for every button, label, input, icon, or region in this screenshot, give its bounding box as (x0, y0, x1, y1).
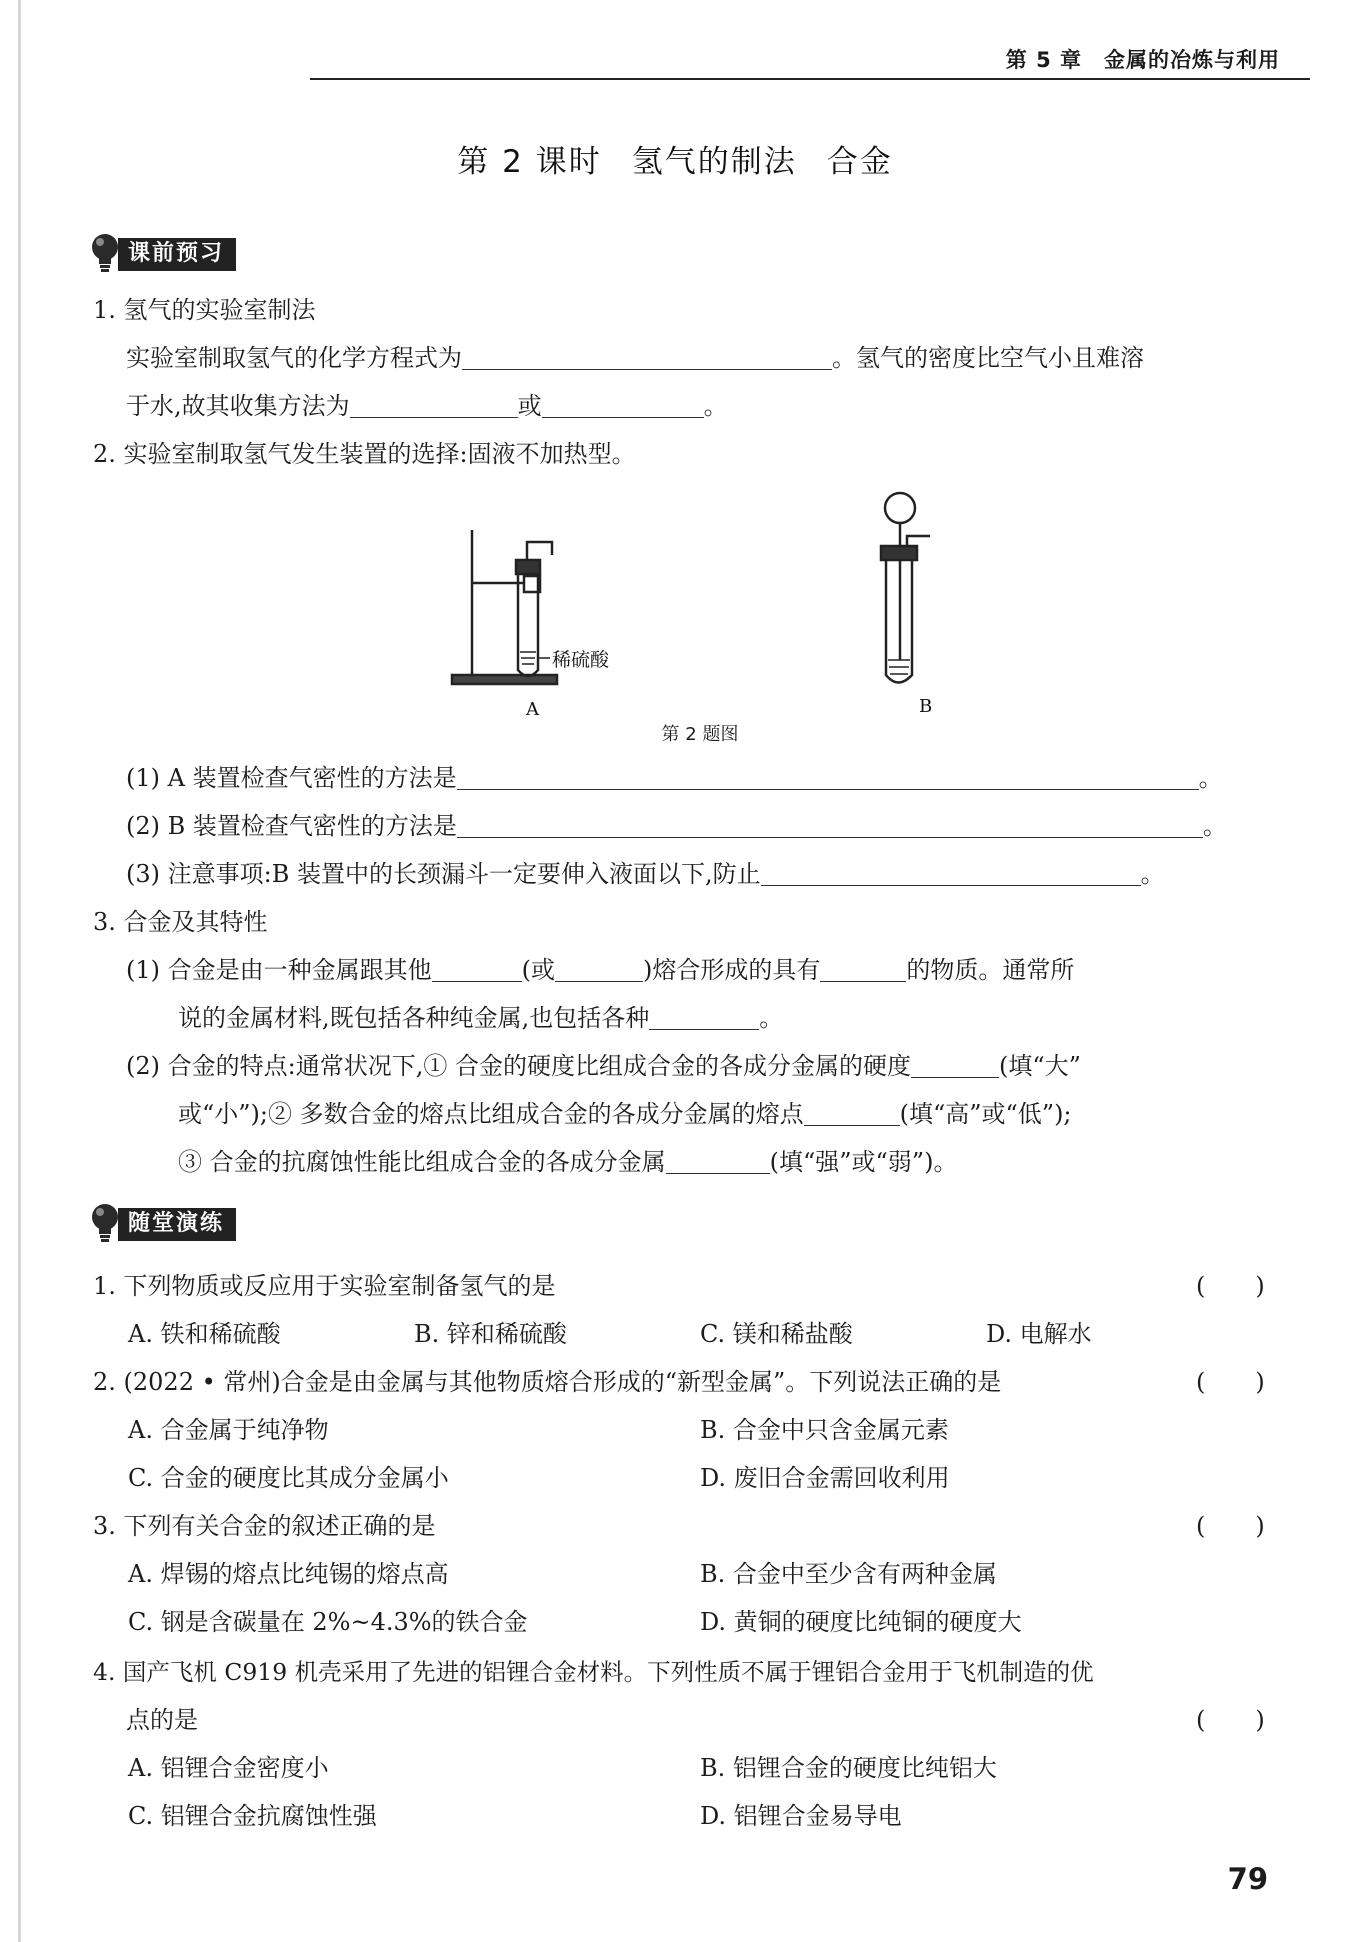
text: 。 (1140, 860, 1165, 888)
text: (3) 注意事项:B 装置中的长颈漏斗一定要伸入液面以下,防止 (126, 860, 761, 888)
option-a[interactable]: A. 铝锂合金密度小 (128, 1754, 329, 1782)
apparatus-figure (440, 480, 960, 740)
text: (2) B 装置检查气密性的方法是 (126, 812, 457, 840)
option-c[interactable]: C. 镁和稀盐酸 (700, 1320, 853, 1348)
question-line (126, 1050, 1081, 1082)
text: ) (1255, 1368, 1265, 1396)
answer-blank[interactable] (457, 811, 1203, 838)
answer-blank[interactable] (555, 955, 643, 982)
option-b[interactable]: B. 合金中只含金属元素 (700, 1416, 949, 1444)
lesson-topic-2: 合金 (826, 144, 893, 180)
answer-bracket[interactable] (1196, 1366, 1265, 1398)
question-line (126, 810, 1227, 842)
text: (1) A 装置检查气密性的方法是 (126, 764, 457, 792)
text: 说的金属材料,既包括各种纯金属,也包括各种 (178, 1004, 650, 1032)
text: (1) 合金是由一种金属跟其他 (126, 956, 432, 984)
option-d[interactable]: D. 废旧合金需回收利用 (700, 1464, 950, 1492)
answer-blank[interactable] (804, 1099, 900, 1126)
option-d[interactable]: D. 电解水 (986, 1320, 1092, 1348)
chapter-number: 第 5 章 (1005, 48, 1082, 72)
text: 或“小”);② 多数合金的熔点比组成合金的各成分金属的熔点 (178, 1100, 804, 1128)
text: (填“大” (998, 1052, 1081, 1080)
lesson-label: 第 2 课时 (457, 144, 602, 180)
answer-blank[interactable] (462, 343, 832, 370)
page-edge-shadow (18, 0, 21, 1942)
answer-blank[interactable] (432, 955, 522, 982)
text: 。氢气的密度比空气小且难溶 (832, 344, 1144, 372)
text: 。 (703, 392, 728, 420)
question-line (178, 1002, 783, 1034)
answer-bracket[interactable] (1196, 1704, 1265, 1736)
section-title: 随堂演练 (118, 1208, 236, 1241)
answer-blank[interactable] (350, 391, 518, 418)
running-header (1006, 44, 1280, 74)
question-line (126, 342, 1144, 374)
text: ( (1196, 1512, 1206, 1540)
question-line (178, 1098, 1072, 1130)
text: ) (1255, 1512, 1265, 1540)
answer-blank[interactable] (820, 955, 906, 982)
answer-blank[interactable] (457, 763, 1199, 790)
question-title: 2. 实验室制取氢气发生装置的选择:固液不加热型。 (93, 440, 636, 468)
question-title: 3. 合金及其特性 (93, 908, 268, 936)
text: 实验室制取氢气的化学方程式为 (126, 344, 462, 372)
mc-question-stem-cont: 点的是 (126, 1706, 198, 1734)
answer-blank[interactable] (761, 859, 1141, 886)
text: 或 (517, 392, 542, 420)
text: (填“高”或“低”); (899, 1100, 1072, 1128)
apparatus-b-label: B (919, 696, 933, 717)
option-d[interactable]: D. 黄铜的硬度比纯铜的硬度大 (700, 1608, 1022, 1636)
page-number: 79 (1227, 1862, 1268, 1896)
lightbulb-icon (88, 232, 122, 276)
apparatus-a-label: A (526, 699, 539, 720)
header-rule (310, 78, 1310, 80)
option-b[interactable]: B. 锌和稀硫酸 (414, 1320, 567, 1348)
text: 。 (1198, 764, 1223, 792)
section-title: 课前预习 (118, 238, 236, 271)
option-a[interactable]: A. 焊锡的熔点比纯锡的熔点高 (128, 1560, 449, 1588)
figure-caption: 第 2 题图 (661, 724, 739, 745)
question-title: 1. 氢气的实验室制法 (93, 296, 316, 324)
text: (或 (521, 956, 555, 984)
lightbulb-icon (88, 1202, 122, 1246)
text: ) (1255, 1272, 1265, 1300)
text: (2) 合金的特点:通常状况下,① 合金的硬度比组成合金的各成分金属的硬度 (126, 1052, 911, 1080)
text: 于水,故其收集方法为 (126, 392, 350, 420)
option-c[interactable]: C. 合金的硬度比其成分金属小 (128, 1464, 449, 1492)
question-line (126, 954, 1074, 986)
option-c[interactable]: C. 铝锂合金抗腐蚀性强 (128, 1802, 377, 1830)
option-a[interactable]: A. 铁和稀硫酸 (128, 1320, 281, 1348)
text: ③ 合金的抗腐蚀性能比组成合金的各成分金属 (178, 1148, 666, 1176)
mc-question-stem: 3. 下列有关合金的叙述正确的是 (93, 1512, 436, 1540)
text: 。 (759, 1004, 784, 1032)
question-line (126, 762, 1223, 794)
text: 的物质。通常所 (906, 956, 1075, 984)
lesson-topic: 氢气的制法 (631, 144, 797, 180)
chapter-title: 金属的冶炼与利用 (1104, 48, 1280, 72)
answer-blank[interactable] (542, 391, 704, 418)
acid-label: 稀硫酸 (552, 649, 610, 671)
mc-question-stem: 4. 国产飞机 C919 机壳采用了先进的铝锂合金材料。下列性质不属于锂铝合金用于飞机制造的优 (93, 1658, 1094, 1686)
option-b[interactable]: B. 合金中至少含有两种金属 (700, 1560, 997, 1588)
question-line (126, 858, 1165, 890)
text: ( (1196, 1368, 1206, 1396)
text: )熔合形成的具有 (643, 956, 821, 984)
text: ( (1196, 1272, 1206, 1300)
answer-bracket[interactable] (1196, 1270, 1265, 1302)
text: (填“强”或“弱”)。 (769, 1148, 958, 1176)
option-c[interactable]: C. 钢是含碳量在 2%~4.3%的铁合金 (128, 1608, 528, 1636)
option-b[interactable]: B. 铝锂合金的硬度比纯铝大 (700, 1754, 997, 1782)
option-d[interactable]: D. 铝锂合金易导电 (700, 1802, 902, 1830)
question-line (126, 390, 728, 422)
lesson-title (0, 136, 1350, 181)
answer-bracket[interactable] (1196, 1510, 1265, 1542)
mc-question-stem: 2. (2022 • 常州)合金是由金属与其他物质熔合形成的“新型金属”。下列说法正确的是 (93, 1368, 1002, 1396)
text: 。 (1202, 812, 1227, 840)
answer-blank[interactable] (649, 1003, 759, 1030)
question-line (178, 1146, 957, 1178)
mc-question-stem: 1. 下列物质或反应用于实验室制备氢气的是 (93, 1272, 556, 1300)
answer-blank[interactable] (911, 1051, 999, 1078)
answer-blank[interactable] (666, 1147, 770, 1174)
option-a[interactable]: A. 合金属于纯净物 (128, 1416, 329, 1444)
text: ( (1196, 1706, 1206, 1734)
text: ) (1255, 1706, 1265, 1734)
